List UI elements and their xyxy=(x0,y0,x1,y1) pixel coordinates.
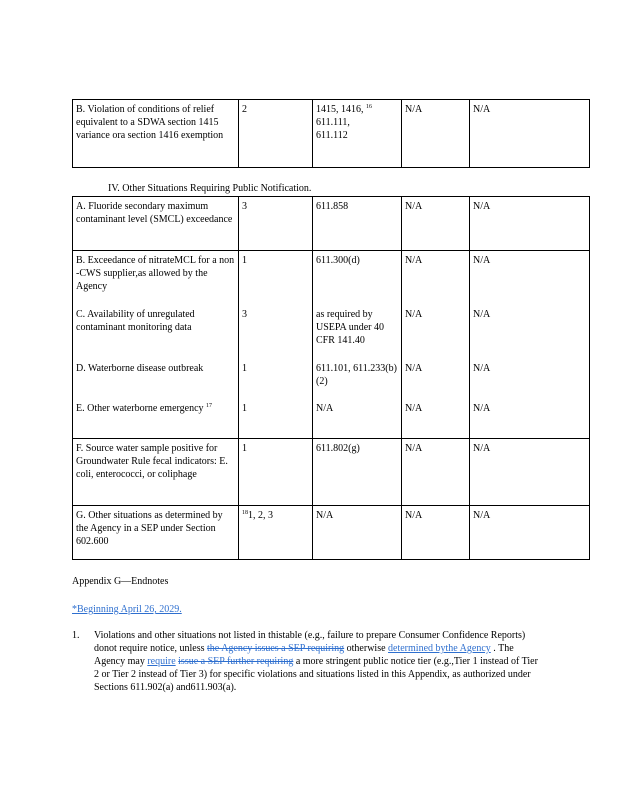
table-cell: as required by USEPA under 40 CFR 141.40 xyxy=(313,305,402,359)
violation-table-continued xyxy=(72,99,590,168)
table-cell: D. Waterborne disease outbreak xyxy=(73,359,239,399)
table-cell: N/A xyxy=(470,197,590,251)
table-cell: A. Fluoride secondary maximum contaminant level (SMCL) exceedance xyxy=(73,197,239,251)
table-cell: 1 xyxy=(239,399,313,439)
table-cell: N/A xyxy=(402,100,470,168)
footnote-ref: 17 xyxy=(206,402,213,409)
table-cell: 611.802(g) xyxy=(313,439,402,506)
appendix-title: Appendix G—Endnotes xyxy=(72,576,169,587)
inserted-text: determined bythe Agency xyxy=(388,643,491,654)
inserted-text: require xyxy=(147,656,176,667)
table-cell: N/A xyxy=(470,399,590,439)
table-cell: 1 xyxy=(239,251,313,305)
table-row xyxy=(73,399,590,439)
table-cell: N/A xyxy=(470,100,590,168)
footnote-ref: 18 xyxy=(242,510,248,516)
table-cell: N/A xyxy=(402,439,470,506)
table-row xyxy=(73,251,590,305)
table-cell: 1415, 1416, $^{16}$ 611.111, 611.112 xyxy=(313,100,402,168)
footnote-ref: 16 xyxy=(366,104,372,110)
table-cell: 611.858 xyxy=(313,197,402,251)
table-cell: N/A xyxy=(470,506,590,560)
table-row xyxy=(73,506,590,560)
table-cell: 611.300(d) xyxy=(313,251,402,305)
endnote-body: Violations and other situations not listed in thistable (e.g., failure to prepare Consumer Confidence Reports) donot require notice, unless the Agency issues a SEP requiring otherwise determined bythe Agency . The Agency may require issue a SEP further requiring a more stringent public notice tier (e.g.,Tier 1 instead of Tier 2 or Tier 2 instead of Tier 3) for specific violations and situations listed in this Appendix, as authorized under Sections 611.902(a) and611.903(a). xyxy=(94,630,538,693)
table-cell: N/A xyxy=(470,305,590,359)
table-cell: 3 xyxy=(239,197,313,251)
table-row xyxy=(73,197,590,251)
table-cell: N/A xyxy=(313,399,402,439)
table-cell: N/A xyxy=(402,359,470,399)
table-cell: N/A xyxy=(402,305,470,359)
table-cell: G. Other situations as determined by the Agency in a SEP under Section 602.600 xyxy=(73,506,239,560)
table-row xyxy=(73,439,590,506)
endnote-number: 1. xyxy=(72,630,80,641)
table-cell: 1 xyxy=(242,362,247,374)
table-cell: B. Violation of conditions of relief equivalent to a SDWA section 1415 variance ora section 1416 exemption xyxy=(73,100,239,168)
beginning-note: *Beginning April 26, 2029. xyxy=(72,604,182,615)
section-heading: IV. Other Situations Requiring Public Notification. xyxy=(108,183,312,194)
table-cell: F. Source water sample positive for Groundwater Rule fecal indicators: E. coli, enterococci, or coliphage xyxy=(73,439,239,506)
deleted-text: the Agency issues a SEP requiring xyxy=(207,643,345,654)
table-cell: N/A xyxy=(402,251,470,305)
table-cell: 611.101, 611.233(b)(2) xyxy=(313,359,402,399)
table-row xyxy=(73,100,590,168)
table-cell: N/A xyxy=(470,251,590,305)
other-situations-table xyxy=(72,196,590,560)
table-row xyxy=(73,305,590,359)
table-cell: 3 xyxy=(242,308,247,320)
deleted-text: issue a SEP further requiring xyxy=(178,656,294,667)
table-cell: N/A xyxy=(313,506,402,560)
table-cell: 1 xyxy=(239,439,313,506)
endnote-1 xyxy=(72,629,542,694)
table-cell: N/A xyxy=(402,197,470,251)
table-cell: C. Availability of unregulated contaminant monitoring data xyxy=(73,305,239,359)
table-row xyxy=(73,359,590,399)
table-cell: E. Other waterborne emergency $^{17}$ xyxy=(73,399,239,439)
table-cell: N/A xyxy=(470,359,590,399)
table-cell: 2 xyxy=(239,100,313,168)
table-cell: N/A xyxy=(402,506,470,560)
table-cell: N/A xyxy=(402,399,470,439)
table-cell: N/A xyxy=(470,439,590,506)
table-cell: $^{18}$1, 2, 3 xyxy=(239,506,313,560)
table-cell: B. Exceedance of nitrateMCL for a non -CWS supplier,as allowed by the Agency xyxy=(73,251,239,305)
